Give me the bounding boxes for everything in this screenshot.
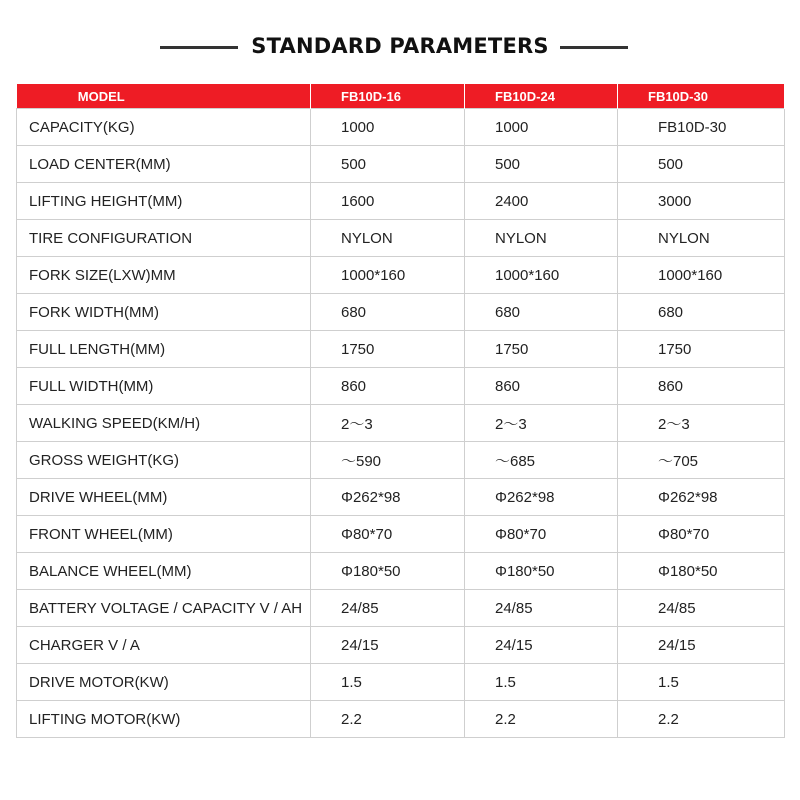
row-label: BATTERY VOLTAGE / CAPACITY V / AH	[17, 590, 311, 627]
cell-value: 500	[618, 146, 785, 183]
cell-value: 24/15	[465, 627, 618, 664]
table-row	[17, 479, 785, 516]
cell-value: 2400	[465, 183, 618, 220]
table-row	[17, 664, 785, 701]
cell-value: 1750	[465, 331, 618, 368]
table-row	[17, 442, 785, 479]
cell-value: 1000	[465, 109, 618, 146]
cell-value: Φ80*70	[465, 516, 618, 553]
cell-value: Φ262*98	[618, 479, 785, 516]
cell-value: 1750	[618, 331, 785, 368]
column-header-fb10d-24: FB10D-24	[465, 84, 618, 109]
row-label: FRONT WHEEL(MM)	[17, 516, 311, 553]
cell-value: 2.2	[311, 701, 465, 738]
cell-value: 3000	[618, 183, 785, 220]
table-row	[17, 331, 785, 368]
cell-value: 24/85	[465, 590, 618, 627]
page-title: STANDARD PARAMETERS	[251, 34, 549, 58]
cell-value: ～685	[465, 442, 618, 479]
cell-value: NYLON	[618, 220, 785, 257]
table-row	[17, 405, 785, 442]
cell-value: 500	[311, 146, 465, 183]
cell-value: Φ180*50	[465, 553, 618, 590]
cell-value: NYLON	[311, 220, 465, 257]
cell-value: 2～3	[465, 405, 618, 442]
table-row	[17, 368, 785, 405]
cell-value: 860	[465, 368, 618, 405]
cell-value: Φ80*70	[618, 516, 785, 553]
cell-value: ～705	[618, 442, 785, 479]
cell-value: 2～3	[311, 405, 465, 442]
title-section	[0, 30, 800, 66]
cell-value: 500	[465, 146, 618, 183]
cell-value: Φ262*98	[311, 479, 465, 516]
cell-value: 24/85	[618, 590, 785, 627]
table-row	[17, 183, 785, 220]
row-label: BALANCE WHEEL(MM)	[17, 553, 311, 590]
cell-value: 2.2	[618, 701, 785, 738]
cell-value: 2～3	[618, 405, 785, 442]
title-rule-right	[560, 46, 628, 49]
cell-value: 2.2	[465, 701, 618, 738]
row-label: FORK WIDTH(MM)	[17, 294, 311, 331]
cell-value: 1000*160	[465, 257, 618, 294]
cell-value: 860	[618, 368, 785, 405]
cell-value: 1000*160	[311, 257, 465, 294]
cell-value: 680	[618, 294, 785, 331]
cell-value: 680	[311, 294, 465, 331]
header-row	[17, 84, 785, 109]
cell-value: Φ180*50	[618, 553, 785, 590]
cell-value: 24/85	[311, 590, 465, 627]
table-row	[17, 701, 785, 738]
cell-value: FB10D-30	[618, 109, 785, 146]
table-row	[17, 257, 785, 294]
row-label: DRIVE MOTOR(KW)	[17, 664, 311, 701]
cell-value: 680	[465, 294, 618, 331]
row-label: WALKING SPEED(KM/H)	[17, 405, 311, 442]
title-rule-left	[160, 46, 238, 49]
column-header-model: MODEL	[17, 84, 311, 109]
row-label: LIFTING HEIGHT(MM)	[17, 183, 311, 220]
cell-value: 1.5	[618, 664, 785, 701]
cell-value: 1.5	[311, 664, 465, 701]
table-row	[17, 516, 785, 553]
table-row	[17, 146, 785, 183]
table-row	[17, 220, 785, 257]
row-label: CAPACITY(KG)	[17, 109, 311, 146]
cell-value: 1000	[311, 109, 465, 146]
cell-value: Φ262*98	[465, 479, 618, 516]
cell-value: ～590	[311, 442, 465, 479]
cell-value: Φ80*70	[311, 516, 465, 553]
table-row	[17, 590, 785, 627]
column-header-fb10d-30: FB10D-30	[618, 84, 785, 109]
cell-value: 1750	[311, 331, 465, 368]
row-label: FULL WIDTH(MM)	[17, 368, 311, 405]
row-label: FORK SIZE(LXW)MM	[17, 257, 311, 294]
cell-value: 24/15	[618, 627, 785, 664]
row-label: LOAD CENTER(MM)	[17, 146, 311, 183]
row-label: GROSS WEIGHT(KG)	[17, 442, 311, 479]
table-row	[17, 553, 785, 590]
parameters-table	[16, 84, 785, 738]
table-row	[17, 627, 785, 664]
table-row	[17, 294, 785, 331]
table-row	[17, 109, 785, 146]
row-label: FULL LENGTH(MM)	[17, 331, 311, 368]
cell-value: NYLON	[465, 220, 618, 257]
column-header-fb10d-16: FB10D-16	[311, 84, 465, 109]
cell-value: 1000*160	[618, 257, 785, 294]
table-body	[17, 109, 785, 738]
row-label: TIRE CONFIGURATION	[17, 220, 311, 257]
cell-value: 24/15	[311, 627, 465, 664]
row-label: LIFTING MOTOR(KW)	[17, 701, 311, 738]
row-label: CHARGER V / A	[17, 627, 311, 664]
cell-value: 1600	[311, 183, 465, 220]
cell-value: Φ180*50	[311, 553, 465, 590]
cell-value: 860	[311, 368, 465, 405]
cell-value: 1.5	[465, 664, 618, 701]
row-label: DRIVE WHEEL(MM)	[17, 479, 311, 516]
